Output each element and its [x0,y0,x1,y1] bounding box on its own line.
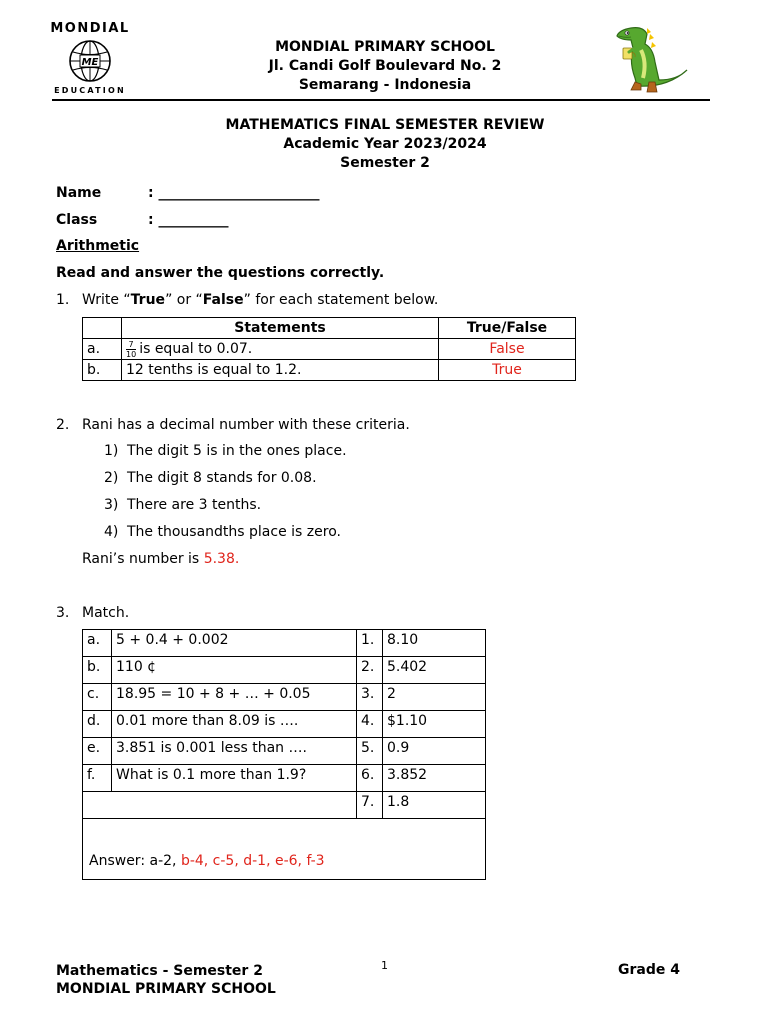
right-number: 2. [357,657,383,684]
criterion-number: 2) [104,470,119,486]
criterion-number: 3) [104,497,119,513]
question-text [82,291,438,309]
table-header-row [83,318,576,339]
q1-false-word: False [202,292,244,308]
right-number: 7. [357,792,383,819]
matching-table [82,629,486,880]
row-label: b. [83,360,122,381]
answer-value: 5.38. [203,551,240,567]
right-number: 1. [357,630,383,657]
school-name: MONDIAL PRIMARY SCHOOL [275,39,495,55]
q1-text-before: Write “ [82,292,131,308]
q2-answer-line [82,551,239,567]
question-number: 3. [56,605,70,621]
criterion-text: The digit 8 stands for 0.08. [127,470,317,486]
logo-bottom-text: EDUCATION [54,86,126,95]
left-label: b. [83,657,112,684]
school-address-line2: Semarang - Indonesia [298,77,472,93]
right-number: 6. [357,765,383,792]
semester-label: Semester 2 [340,155,430,171]
section-heading: Arithmetic [56,238,140,254]
table-row [83,792,486,819]
footer-left [56,962,276,998]
q1-text-after: ” for each statement below. [243,292,439,308]
right-number: 4. [357,711,383,738]
logo-emblem-text: ME [81,57,99,68]
left-label: a. [83,630,112,657]
header-divider [52,99,710,101]
right-number: 3. [357,684,383,711]
statement-text: is equal to 0.07. [139,341,253,357]
right-text: 1.8 [383,792,486,819]
fraction-denominator: 10 [126,349,137,359]
left-text: 3.851 is 0.001 less than …. [112,738,357,765]
question-number: 1. [56,292,70,308]
left-label: f. [83,765,112,792]
left-text: What is 0.1 more than 1.9? [112,765,357,792]
table-header: Statements [122,318,439,339]
criterion-text: The thousandths place is zero. [127,524,341,540]
school-logo [50,22,130,96]
right-text: 3.852 [383,765,486,792]
question-text: Rani has a decimal number with these criteria. [82,417,410,433]
answer-cell: False [439,339,576,360]
left-text: 110 ¢ [112,657,357,684]
right-text: 8.10 [383,630,486,657]
document-titles [180,116,590,173]
class-field [56,212,229,228]
q1-true-word: True [130,292,166,308]
document-title: MATHEMATICS FINAL SEMESTER REVIEW [225,117,545,133]
answer-cell: True [439,360,576,381]
criterion-text: The digit 5 is in the ones place. [127,443,347,459]
name-label: Name [56,185,102,201]
footer-subject: Mathematics - Semester 2 [56,963,263,979]
table-row [83,765,486,792]
answer-prefix: Rani’s number is [82,551,204,567]
q1-text-mid: ” or “ [165,292,203,308]
answer-cell [83,819,486,880]
footer-school: MONDIAL PRIMARY SCHOOL [56,981,276,997]
right-number: 5. [357,738,383,765]
fraction [126,340,136,359]
table-row [83,711,486,738]
criterion-text: There are 3 tenths. [127,497,262,513]
dinosaur-mascot-icon [607,22,695,96]
left-label: e. [83,738,112,765]
criterion-number: 1) [104,443,119,459]
page-number: 1 [381,959,388,972]
footer-grade: Grade 4 [618,962,680,978]
left-text: 5 + 0.4 + 0.002 [112,630,357,657]
question-text: Match. [82,605,130,621]
class-blank: : __________ [148,212,229,228]
answer-prefix: Answer: a-2, [89,853,181,869]
left-label: c. [83,684,112,711]
academic-year: Academic Year 2023/2024 [283,136,487,152]
table-row [83,630,486,657]
school-address-line1: Jl. Candi Golf Boulevard No. 2 [268,58,502,74]
right-text: 2 [383,684,486,711]
school-header [180,38,590,95]
table-header [83,318,122,339]
empty-cell [83,792,357,819]
instruction-text: Read and answer the questions correctly. [56,265,385,281]
fraction-numerator: 7 [126,340,136,350]
answer-row [83,819,486,880]
globe-emblem-icon [67,38,113,84]
right-text: 0.9 [383,738,486,765]
table-row [83,339,576,360]
table-row [83,360,576,381]
left-text: 18.95 = 10 + 8 + … + 0.05 [112,684,357,711]
name-field [56,185,320,201]
statement-text: 12 tenths is equal to 1.2. [122,360,439,381]
table-row [83,738,486,765]
table-row [83,657,486,684]
statement-cell [122,339,439,360]
true-false-table [82,317,576,381]
row-label: a. [83,339,122,360]
answer-value: b-4, c-5, d-1, e-6, f-3 [180,853,325,869]
right-text: $1.10 [383,711,486,738]
class-label: Class [56,212,98,228]
logo-top-text: MONDIAL [50,21,130,36]
table-row [83,684,486,711]
left-text: 0.01 more than 8.09 is …. [112,711,357,738]
left-label: d. [83,711,112,738]
table-header: True/False [439,318,576,339]
question-number: 2. [56,417,70,433]
name-blank: : _______________________ [148,185,320,201]
right-text: 5.402 [383,657,486,684]
criterion-number: 4) [104,524,119,540]
